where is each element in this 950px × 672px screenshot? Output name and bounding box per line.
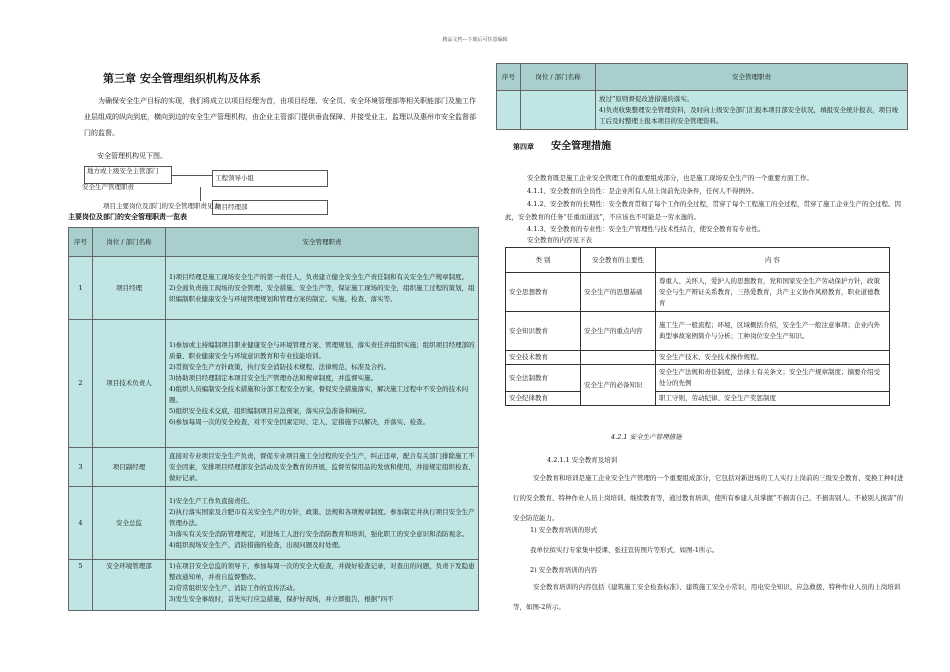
edu-category: 安全纪律教育 xyxy=(506,392,581,406)
edu-category: 安全思想教育 xyxy=(506,273,581,312)
para-4: 4.1.3、安全教育的专业性：安全生产管理性与技术性结合，使安全教育有专业性。 xyxy=(527,225,765,233)
row-no: 5 xyxy=(69,560,93,611)
duties-table xyxy=(68,227,479,611)
edu-content: 职工守则，劳动纪律、安全生产奖惩制度 xyxy=(656,392,890,406)
row-duties: 1)在项目安全总监的领导下，参加每周一次的安全大检查，并做好检查记录，对查出的问题，负责下发隐患整改通知单，并责自监督整改。 2)常常组织安全生产、消防工作的宣传活动。 3)发生安全事故时，首先实行应急措施，保护好现场，并立即报告，根据“四不 xyxy=(166,560,479,611)
header-name: 岗位 / 部门名称 xyxy=(521,64,596,91)
row-name: 安全总监 xyxy=(93,487,166,560)
row-duties: 直接对专业项目安全生产负责，督促专业项目施工全过程的安全生产，纠正违章，配合有关部门排除施工不安全因素，安排项目经理部安全活动及安全教育的开展，监督劳保用品的发放和使用，并接规定组织检查、做好记录。 xyxy=(166,448,479,487)
chapter-title: 第三章 安全管理组织机构及体系 xyxy=(103,72,261,85)
edu-type: 安全生产的重点内容 xyxy=(581,312,656,351)
header-duties: 安全管理职责 xyxy=(596,64,908,91)
edu-type: 安全生产的思想基础 xyxy=(581,273,656,312)
table-row xyxy=(69,487,479,560)
edu-header-row xyxy=(506,248,890,273)
row-duties: 1)项目经理是施工现场安全生产的第一责任人，负责建立健全安全生产责任制和有关安全生产规章制度。 2)全面负责施工现场的安全管理、安全措施、安全生产等，保证施工现场的安全，组织施工过程的策划，组织编制职业健康安全与环境管理规划和管理方案的制定、实施、检查、落实等。 xyxy=(166,257,479,320)
para-2: 4.1.1、安全教育的全员性：是企业所有人员上岗前先决条件，任何人不得例外。 xyxy=(527,187,759,195)
edu-category: 安全知识教育 xyxy=(506,312,581,351)
para-3: 4.1.2、安全教育的长期性：安全教育贯彻了每个工作的全过程，贯穿了每个工程施工的全过程，贯穿了施工企业生产的全过程。因此，安全教育的任务“任重而道远”，不应该也不可能是一劳永逸的。 xyxy=(505,200,902,221)
table-row xyxy=(69,448,479,487)
header-no: 序号 xyxy=(69,228,93,257)
edu-row xyxy=(506,273,890,312)
duties-table-continued xyxy=(496,63,908,130)
row-no: 1 xyxy=(69,257,93,320)
table-header-row xyxy=(69,228,479,257)
row-name: 项目经理 xyxy=(93,257,166,320)
table-header-row xyxy=(497,64,908,91)
section-4-2-1: 4.2.1 安全生产管理措施 xyxy=(611,433,682,441)
header-duties: 安全管理职责 xyxy=(166,228,479,257)
row-no: 4 xyxy=(69,487,93,560)
edu-category: 安全法制教育 xyxy=(506,365,581,392)
para-6: 安全教育和培训是施工企业安全生产管理的一个重要组成部分，它包括对新进场的工人实行上岗前的三级安全教育、变换工种时进行的安全教育、特种作业人员上岗培训、继续教育等，通过教育培训，使所有参建人员掌握“不损害自己、不损害别人、不被别人损害”的安全防范能力。 xyxy=(513,474,904,522)
org-connector xyxy=(172,175,212,176)
intro-paragraph: 为确保安全生产目标的实现，我们将成立以项目经理为首，由项目经理、安全员、安全环境管理部等相关职能部门及施工作业层组成的纵向到底，横向到边的安全生产管理机构，由企业主管部门提供垂直保障，并接受业主、监理以及惠州市安全监督部门的监督。 xyxy=(84,97,476,137)
row-name: 项目技术负责人 xyxy=(93,320,166,448)
edu-header-content: 内 容 xyxy=(656,248,890,273)
row-duties: 放过”原则督促改进措施的落实。 4)负责收集整理安全管理资料，及时向上级安全部门汇报本项目部安全状况，填报安全统计报表，项目竣工后及时整理上报本项目的安全管理资料。 xyxy=(596,91,908,130)
edu-row xyxy=(506,351,890,365)
table-row xyxy=(69,257,479,320)
row-no: 2 xyxy=(69,320,93,448)
para-8: 安全教育培训的内容包括《建筑施工安全检查标准》、建筑施工安全小常识，用电安全知识、应急救援、特种作业人员的上岗培训等，如图-2所示。 xyxy=(513,583,901,611)
table-row xyxy=(69,560,479,611)
row-name xyxy=(521,91,596,130)
para-5: 安全教育的内容见下表 xyxy=(527,236,592,244)
para-7: 我单位拟实行专家集中授课、张挂宣传图片等形式，如图-1所示。 xyxy=(530,546,719,554)
edu-content: 施工生产一般流程；环境，区域概括介绍，安全生产一般注意事项；企业内外典型事故案例简介与分析；工种岗位安全生产知识。 xyxy=(656,312,890,351)
edu-header-category: 类 别 xyxy=(506,248,581,273)
edu-category: 安全技术教育 xyxy=(506,351,581,365)
edu-content: 尊重人、关怀人，爱护人的思想教育，党和国家安全生产劳动保护方针，政策安全与生产辩证关系教育，三热爱教育，共产主义协作风格教育，职业道德教育 xyxy=(656,273,890,312)
section-4-2-1-1: 4.2.1.1 安全教育及培训 xyxy=(547,456,618,464)
chapter-label: 第四章 xyxy=(513,143,534,151)
table-title: 主要岗位及部门的安全管理职责一览表 xyxy=(68,213,187,221)
post-chart-note: 项目主要岗位及部门的安全管理职责见表 xyxy=(103,202,220,210)
page-header: 精品文档---下载后可任意编辑 xyxy=(442,37,508,43)
row-no xyxy=(497,91,521,130)
row-name: 项目副经理 xyxy=(93,448,166,487)
table-row xyxy=(497,91,908,130)
education-table xyxy=(505,247,890,406)
org-box-project-dept: 项目经理部 xyxy=(212,200,328,215)
org-connector xyxy=(200,187,201,201)
item-1: 1) 安全教育培训的形式 xyxy=(530,526,598,534)
row-duties: 1)参加或主持编制项目职业健康安全与环境管理方案、管理规划，落实责任并组织实施；组织项目经理部的质量、职业健康安全与环境意识教育和专业技能培训。 2)贯彻安全生产方针政策，执行安全消防技术规程、法律规范、标准及合约。 3)协助项目经理制定本项目安全生产管理办法和规章制度，并监督实施。 4)组织人员编制安全技术措施和分部工程安全方案，督促安全措施落实，解决施工过程中不安全的技术问题。 5)组织安全技术交底，组织编制项目应急预案，落实应急准备和响应。 6)参加每周一次的安全检查，对不安全因素定时、定人、定措施予以解决，并落实、检查。 xyxy=(166,320,479,448)
edu-content: 安全生产技术、安全技术操作规程。 xyxy=(656,351,890,365)
row-no: 3 xyxy=(69,448,93,487)
item-2: 2) 安全教育培训的内容 xyxy=(530,566,598,574)
para-1: 安全教育既是施工企业安全管理工作的重要组成部分，也是施工现场安全生产的一个重要方面工作。 xyxy=(527,174,813,182)
edu-header-type: 安全教育的主要性 xyxy=(581,248,656,273)
org-label-duty: 安全生产管理职责 xyxy=(82,183,134,191)
org-box-leadership: 工程领导小组 xyxy=(212,170,328,187)
edu-row xyxy=(506,392,890,406)
chapter-title-4: 安全管理措施 xyxy=(551,141,612,152)
edu-row xyxy=(506,312,890,351)
edu-row xyxy=(506,365,890,392)
edu-content: 安全生产法规和责任制度，法律上有关条文；安全生产规章制度；摘要介绍受处分的先例 xyxy=(656,365,890,392)
edu-type xyxy=(581,351,656,365)
chapter-four-heading xyxy=(513,134,611,153)
org-box-authority: 地方或上级安全主管部门 xyxy=(84,166,172,184)
header-no: 序号 xyxy=(497,64,521,91)
header-name: 岗位 / 部门名称 xyxy=(93,228,166,257)
row-name: 安全环境管理部 xyxy=(93,560,166,611)
edu-type: 安全生产的必备知识 xyxy=(581,365,656,406)
table-row xyxy=(69,320,479,448)
row-duties: 1)安全生产工作负直接责任。 2)执行落实国家及合肥市有关安全生产的方针，政策、法规和各项规章制度。参加制定并执行项目安全生产管理办法。 3)落实有关安全消防管理规定，对进场工人进行安全消防教育和培训，强化职工的安全意识和消防观念。 4)组织现场安全生产、消防措施的检查，出现问题及时处理。 xyxy=(166,487,479,560)
chart-note: 安全管理机构见下图。 xyxy=(97,152,167,160)
